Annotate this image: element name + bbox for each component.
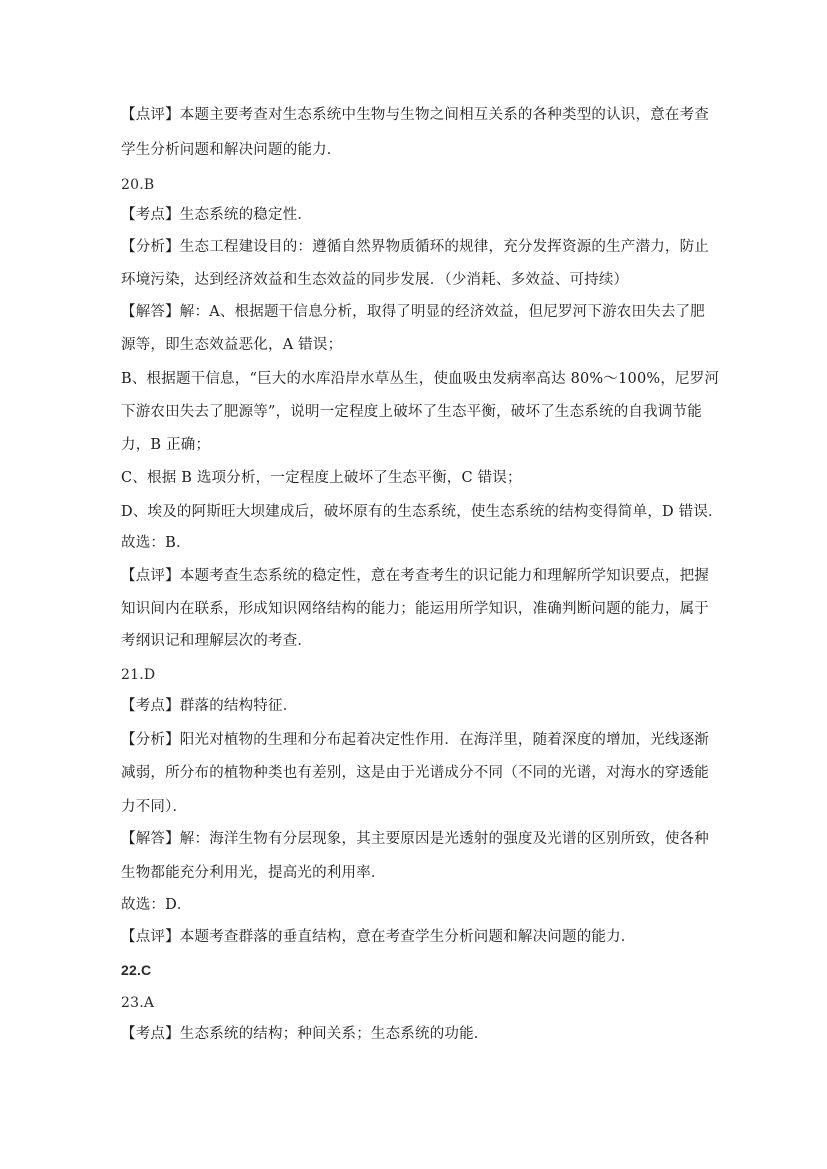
choice-20: 故选：B．: [121, 535, 191, 551]
solution-20-line-2: 源等，即生态效益恶化，A 错误；: [121, 337, 343, 353]
comment-20-line-2: 知识间内在联系，形成知识网络结构的能力；能运用所学知识，准确判断问题的能力，属于: [121, 601, 709, 617]
solution-20-line-3: B、根据题干信息，“巨大的水库沿岸水草丛生，使血吸虫发病率高达 80%～100%，尼罗河: [121, 371, 720, 387]
comment-19-line-2: 学生分析问题和解决问题的能力．: [121, 142, 342, 158]
analysis-21-line-2: 减弱，所分布的植物种类也有差别，这是由于光谱成分不同（不同的光谱，对海水的穿透能: [121, 765, 709, 781]
comment-20-line-1: 【点评】本题考查生态系统的稳定性，意在考查考生的识记能力和理解所学知识要点，把握: [121, 568, 709, 584]
topic-20: 【考点】生态系统的稳定性．: [121, 207, 313, 223]
comment-19-line-1: 【点评】本题主要考查对生态系统中生物与生物之间相互关系的各种类型的认识，意在考查: [121, 107, 709, 123]
solution-20-line-5: 力，B 正确；: [121, 437, 211, 453]
solution-20-line-6: C、根据 B 选项分析，一定程度上破坏了生态平衡，C 错误；: [121, 470, 522, 486]
analysis-21-line-1: 【分析】阳光对植物的生理和分布起着决定性作用．在海洋里，随着深度的增加，光线逐渐: [121, 732, 709, 748]
solution-21-line-1: 【解答】解：海洋生物有分层现象，其主要原因是光透射的强度及光谱的区别所致，使各种: [121, 831, 709, 847]
comment-21: 【点评】本题考查群落的垂直结构，意在考查学生分析问题和解决问题的能力．: [121, 929, 636, 945]
topic-23: 【考点】生态系统的结构；种间关系；生态系统的功能．: [121, 1026, 489, 1042]
solution-20-line-7: D、埃及的阿斯旺大坝建成后，破坏原有的生态系统，使生态系统的结构变得简单，D 错误．: [121, 504, 723, 520]
analysis-21-line-3: 力不同）．: [121, 799, 188, 815]
answer-22: 22.C: [121, 962, 152, 978]
answer-23: 23.A: [121, 995, 155, 1011]
analysis-20-line-2: 环境污染，达到经济效益和生态效益的同步发展．（少消耗、多效益、可持续）: [121, 272, 629, 288]
answer-20: 20.B: [121, 177, 155, 193]
comment-20-line-3: 考纲识记和理解层次的考查．: [121, 633, 313, 649]
solution-21-line-2: 生物都能充分利用光，提高光的利用率．: [121, 865, 386, 881]
answer-21: 21.D: [121, 667, 156, 683]
topic-21: 【考点】群落的结构特征．: [121, 698, 298, 714]
analysis-20-line-1: 【分析】生态工程建设目的：遵循自然界物质循环的规律，充分发挥资源的生产潜力，防止: [121, 239, 709, 255]
solution-20-line-4: 下游农田失去了肥源等”，说明一定程度上破坏了生态平衡，破坏了生态系统的自我调节能: [121, 404, 702, 420]
choice-21: 故选：D．: [121, 897, 192, 913]
solution-20-line-1: 【解答】解：A、根据题干信息分析，取得了明显的经济效益，但尼罗河下游农田失去了肥: [121, 304, 705, 320]
